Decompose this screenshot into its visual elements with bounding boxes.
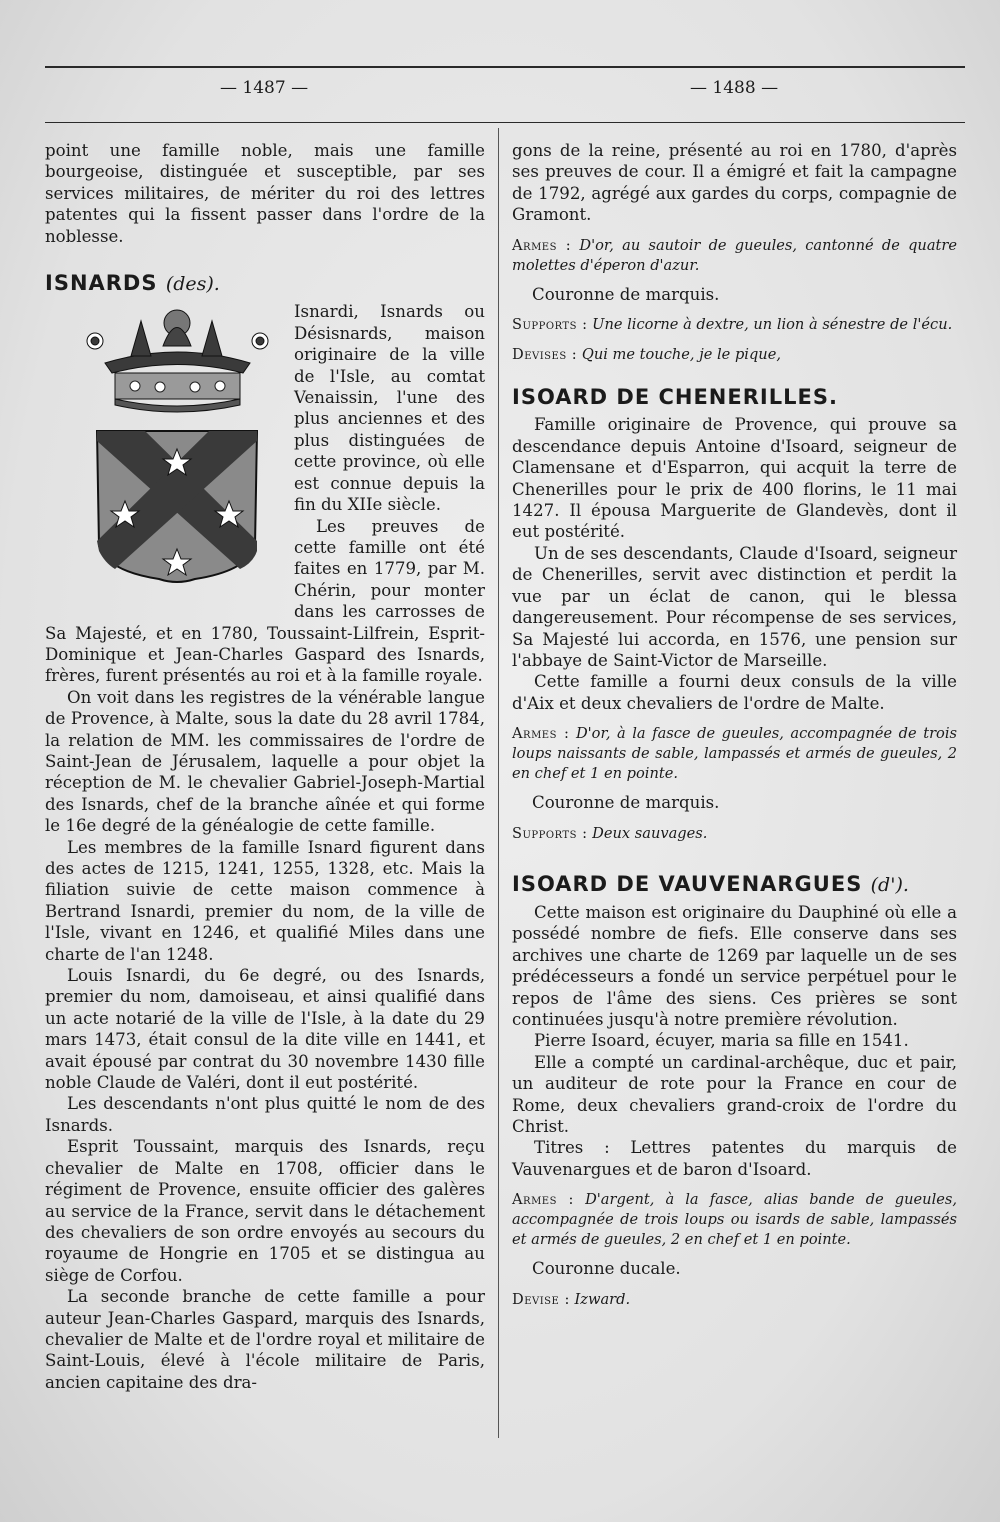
chenerilles-paragraph-3: Cette famille a fourni deux consuls de la ville d'Aix et deux chevaliers de l'ordre de Malte. (512, 672, 957, 713)
vauvenargues-title: ISOARD DE VAUVENARGUES (512, 871, 863, 896)
chenerilles-paragraph-2: Un de ses descendants, Claude d'Isoard, seigneur de Chenerilles, servit avec distinction et perdit la vue par un éclat de canon, qui le blessa dangereusement. Pour récompense de ses services, Sa Majesté lui accorda, en 1576, une pension sur l'abbaye de Saint-Victor de Marseille. (512, 543, 957, 670)
arms-value: D'or, au sautoir de gueules, cantonné de quatre molettes d'éperon d'azur. (512, 236, 958, 274)
isnards-crown: Couronne de marquis. (532, 284, 720, 304)
coronet-and-shield-icon (75, 301, 280, 601)
isnards-paragraph-5: Louis Isnardi, du 6e degré, ou des Isnards, premier du nom, damoiseau, et ainsi qualifié dans un acte notarié de la ville de l'Isle, à la date du 29 mars 1473, était consul de la dite ville en 1441, et avait épousé par contrat du 30 novembre 1430 fille noble Claude de Valéri, dont il eut postérité. (45, 966, 485, 1093)
motto-value: Izward. (574, 1290, 631, 1308)
arms-value: D'or, à la fasce de gueules, accompagnée de trois loups naissants de sable, lampassés et armés de gueules, 2 en chef et 1 en pointe. (512, 725, 957, 783)
isnards-supports (512, 315, 957, 335)
vauvenargues-paragraph-1: Cette maison est originaire du Dauphiné où elle a possédé nombre de fiefs. Elle conserve dans ses archives une charte de 1269 par laquelle un de ses prédécesseurs a fondé un service perpétuel pour le repos de l'âme des siens. Ces prières se sont continuées jusqu'à notre première révolution. (512, 902, 957, 1029)
chenerilles-crown: Couronne de marquis. (532, 793, 720, 813)
mottos-value: Qui me touche, je le pique, (581, 346, 781, 364)
mottos-label: Devises : (512, 346, 578, 364)
continued-paragraph: gons de la reine, présenté au roi en 1780, d'après ses preuves de cour. Il a émigré et fait la campagne de 1792, agrégé aux gardes du corps, compagnie de Gramont. (512, 141, 957, 225)
isnards-paragraph-1: Isnardi, Isnards ou Désisnards, maison originaire de la ville de l'Isle, au comtat Venaissin, l'une des plus anciennes et des plus distinguées de cette province, où elle est connue depuis la fin du XIIe siècle. (294, 302, 485, 515)
left-page-number: — 1487 — (220, 78, 309, 98)
coat-of-arms-illustration (75, 301, 280, 601)
arms-label: Armes : (512, 1191, 574, 1209)
isnards-paragraph-6: Les descendants n'ont plus quitté le nom de des Isnards. (45, 1094, 485, 1135)
vauvenargues-paragraph-2: Pierre Isoard, écuyer, maria sa fille en 1541. (534, 1031, 909, 1051)
vauvenargues-title-note: (d'). (870, 873, 909, 896)
isnards-paragraph-2: Les preuves de cette famille ont été faites en 1779, par M. Chérin, pour monter dans les carrosses de Sa Majesté, et en 1780, Toussaint-Lilfrein, Esprit-Dominique et Jean-Charles Gaspard des Isnards, frères, furent présentés au roi et à la famille royale. (45, 516, 485, 686)
top-rule (45, 66, 965, 68)
chenerilles-paragraph-1: Famille originaire de Provence, qui prouve sa descendance depuis Antoine d'Isoard, seigneur de Clamensane et d'Esparron, qui acquit la terre de Chenerilles pour le prix de 400 florins, le 11 mai 1427. Il épousa Marguerite de Glandevès, dont il eut postérité. (512, 415, 957, 542)
isnards-title: ISNARDS (45, 271, 158, 296)
arms-value: D'argent, à la fasce, alias bande de gueules, accompagnée de trois loups ou isards de sable, lampassés et armés de gueules, 2 en chef et 1 en pointe. (512, 1191, 958, 1249)
isnards-mottos (512, 345, 957, 365)
left-column (45, 140, 485, 1393)
supports-value: Une licorne à dextre, un lion à sénestre de l'écu. (592, 316, 953, 334)
intro-paragraph: point une famille noble, mais une famille bourgeoise, distinguée et susceptible, par ses services militaires, de mériter du roi des lettres patentes qui la fissent passer dans l'ordre de la noblesse. (45, 141, 485, 246)
isnards-heading (45, 273, 485, 295)
isnards-paragraph-4: Les membres de la famille Isnard figurent dans des actes de 1215, 1241, 1255, 1328, etc. Mais la filiation suivie de cette maison commence à Bertrand Isnardi, premier du nom, de la ville de l'Isle, vivant en 1246, et qualifié Miles dans une charte de l'an 1248. (45, 837, 485, 964)
vauvenargues-crown: Couronne ducale. (532, 1259, 681, 1279)
supports-value: Deux sauvages. (592, 824, 708, 842)
isnards-arms (512, 236, 957, 276)
supports-label: Supports : (512, 824, 588, 842)
vauvenargues-paragraph-4: Titres : Lettres patentes du marquis de Vauvenargues et de baron d'Isoard. (512, 1138, 957, 1179)
vauvenargues-motto (512, 1290, 957, 1310)
vauvenargues-arms (512, 1190, 957, 1250)
chenerilles-arms (512, 724, 957, 784)
column-divider (498, 128, 499, 1438)
arms-label: Armes : (512, 236, 572, 254)
right-page-number: — 1488 — (690, 78, 779, 98)
header-rule (45, 122, 965, 123)
isnards-paragraph-3: On voit dans les registres de la vénérable langue de Provence, à Malte, sous la date du 28 avril 1784, la relation de MM. les commissaires de l'ordre de Saint-Jean de Jérusalem, laquelle a pour objet la réception de M. le chevalier Gabriel-Joseph-Martial des Isnards, chef de la branche aînée et qui forme le 16e degré de la généalogie de cette famille. (45, 687, 485, 836)
chenerilles-supports (512, 824, 957, 844)
motto-label: Devise : (512, 1290, 570, 1308)
vauvenargues-heading (512, 871, 957, 896)
isnards-title-note: (des). (165, 273, 220, 296)
vauvenargues-paragraph-3: Elle a compté un cardinal-archêque, duc et pair, un auditeur de rote pour la France en cour de Rome, deux chevaliers grand-croix de l'ordre du Christ. (512, 1052, 957, 1136)
supports-label: Supports : (512, 316, 588, 334)
right-column (512, 140, 957, 1318)
isnards-paragraph-8: La seconde branche de cette famille a pour auteur Jean-Charles Gaspard, marquis des Isnards, chevalier de Malte et de l'ordre royal et militaire de Saint-Louis, élevé à l'école militaire de Paris, ancien capitaine des dra- (45, 1287, 485, 1392)
chenerilles-heading: ISOARD DE CHENERILLES. (512, 385, 838, 410)
arms-label: Armes : (512, 725, 570, 743)
isnards-paragraph-7: Esprit Toussaint, marquis des Isnards, reçu chevalier de Malte en 1708, officier dans le régiment de Provence, ensuite officier des galères au service de la France, servit dans le détachement des chevaliers de son ordre envoyés au secours du royaume de Hongrie en 1705 et se distingua au siège de Corfou. (45, 1137, 485, 1285)
